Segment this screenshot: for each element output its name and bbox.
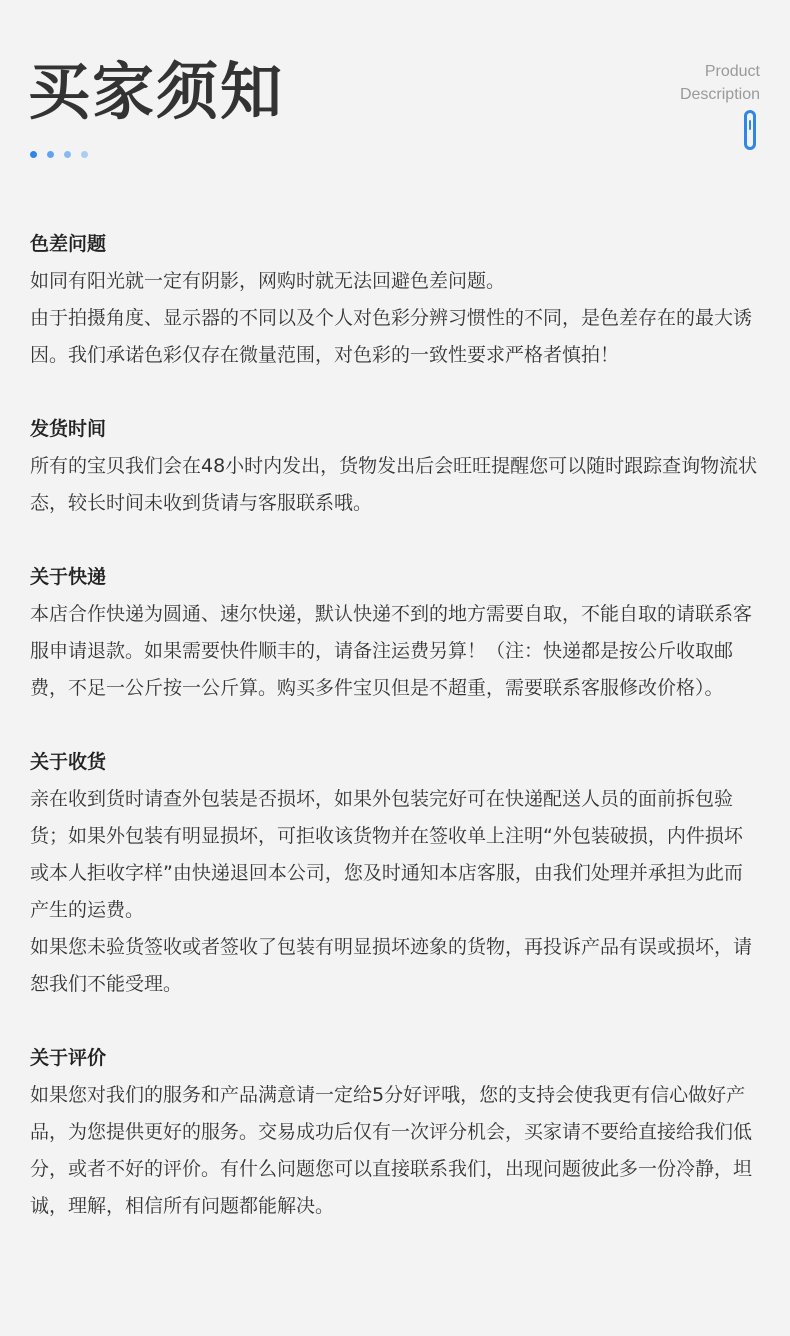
section-shipping-time bbox=[30, 411, 760, 522]
section-title: 关于快递 bbox=[30, 566, 107, 588]
section-paragraph: 亲在收到货时请查外包装是否损坏，如果外包装完好可在快递配送人员的面前拆包验货；如果外包装有明显损坏，可拒收该货物并在签收单上注明“外包装破损，内件损坏或本人拒收字样”由快递退回本公司，您及时通知本店客服，由我们处理并承担为此而产生的运费。 bbox=[30, 788, 743, 921]
subtitle-line-2: Description bbox=[679, 86, 760, 103]
page-title: 买家须知 bbox=[28, 55, 285, 128]
section-paragraph: 本店合作快递为圆通、速尔快递，默认快递不到的地方需要自取，不能自取的请联系客服申请退款。如果需要快件顺丰的，请备注运费另算！（注：快递都是按公斤收取邮费，不足一公斤按一公斤算。购买多件宝贝但是不超重，需要联系客服修改价格）。 bbox=[30, 603, 753, 699]
section-title: 发货时间 bbox=[30, 418, 107, 440]
section-express bbox=[30, 559, 760, 707]
dot-4 bbox=[81, 151, 88, 158]
dot-2 bbox=[47, 151, 54, 158]
section-paragraph: 如果您对我们的服务和产品满意请一定给5分好评哦，您的支持会使我更有信心做好产品，为您提供更好的服务。交易成功后仅有一次评分机会，买家请不要给直接给我们低分，或者不好的评价。有什么问题您可以直接联系我们，出现问题彼此多一份冷静，坦诚，理解，相信所有问题都能解决。 bbox=[30, 1084, 753, 1217]
scroll-mouse-icon bbox=[744, 110, 756, 150]
dot-1 bbox=[30, 151, 37, 158]
section-receiving bbox=[30, 744, 760, 1003]
subtitle-line-1: Product bbox=[704, 63, 760, 80]
section-paragraph: 所有的宝贝我们会在48小时内发出，货物发出后会旺旺提醒您可以随时跟踪查询物流状态，较长时间未收到货请与客服联系哦。 bbox=[30, 455, 758, 514]
section-paragraph: 由于拍摄角度、显示器的不同以及个人对色彩分辨习惯性的不同，是色差存在的最大诱因。我们承诺色彩仅存在微量范围，对色彩的一致性要求严格者慎拍！ bbox=[30, 307, 753, 366]
section-color-difference bbox=[30, 226, 760, 374]
decorative-dots bbox=[30, 151, 88, 158]
section-title: 关于评价 bbox=[30, 1047, 107, 1069]
section-title: 关于收货 bbox=[30, 751, 107, 773]
notice-content bbox=[30, 226, 760, 1262]
section-title: 色差问题 bbox=[30, 233, 107, 255]
section-review bbox=[30, 1040, 760, 1225]
page-subtitle bbox=[680, 60, 760, 106]
section-paragraph: 如同有阳光就一定有阴影，网购时就无法回避色差问题。 bbox=[30, 270, 506, 292]
section-paragraph: 如果您未验货签收或者签收了包装有明显损坏迹象的货物，再投诉产品有误或损坏，请恕我们不能受理。 bbox=[30, 936, 753, 995]
dot-3 bbox=[64, 151, 71, 158]
